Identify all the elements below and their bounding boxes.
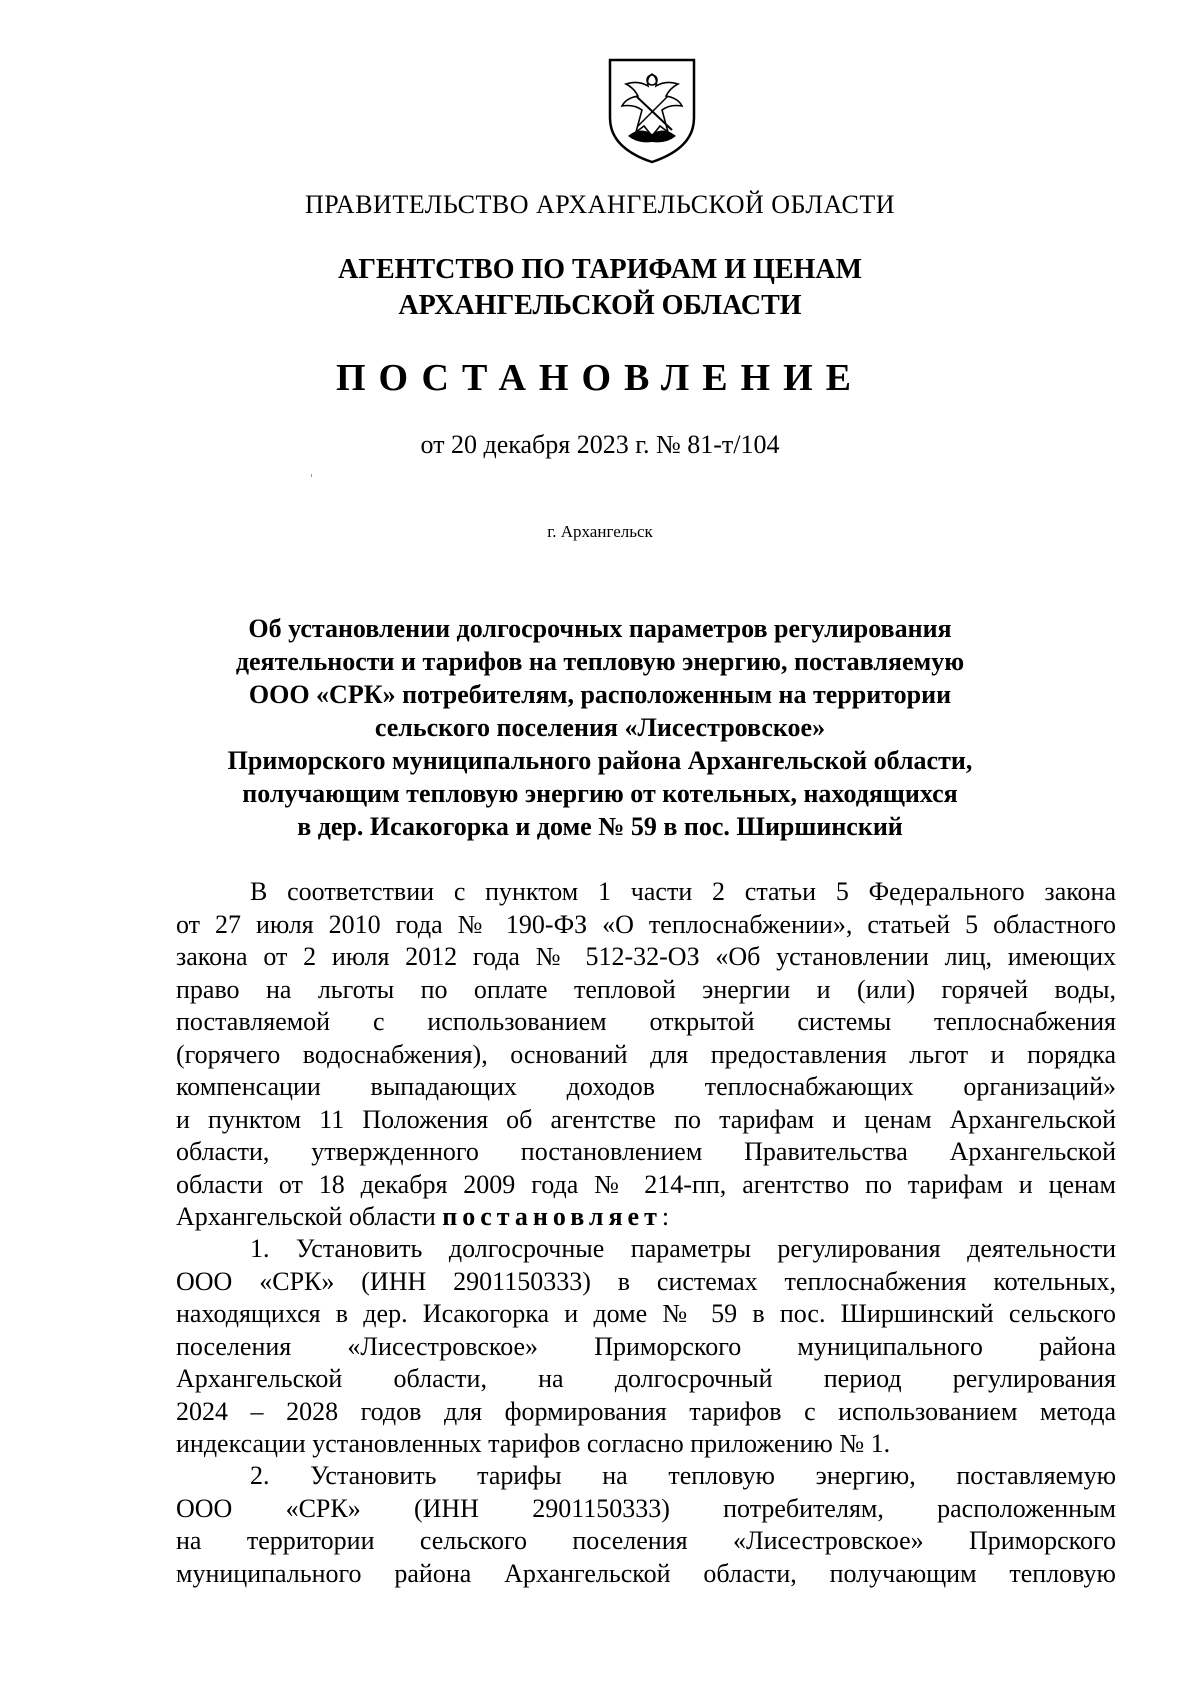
- subject-line: в дер. Исакогорка и доме № 59 в пос. Ширшинский: [297, 812, 903, 841]
- document-date-number: от 20 декабря 2023 г. № 81-т/104: [420, 430, 780, 459]
- subject-line: ООО «СРК» потребителям, расположенным на территории: [248, 680, 952, 709]
- preamble-line: и пунктом 11 Положения об агентстве по тарифам и ценам Архангельской: [176, 1104, 1116, 1134]
- document-city: г. Архангельск: [547, 522, 653, 541]
- preamble-line: поставляемой с использованием открытой системы теплоснабжения: [176, 1007, 1116, 1036]
- preamble-line: закона от 2 июля 2012 года № 512-32-ОЗ «Об установлении лиц, имеющих: [176, 942, 1116, 971]
- subject-line: Приморского муниципального района Архангельской области,: [227, 746, 973, 775]
- item-1-line: Архангельской области, на долгосрочный период регулирования: [176, 1364, 1116, 1393]
- preamble-line: право на льготы по оплате тепловой энергии и (или) горячей воды,: [176, 974, 1116, 1004]
- item-1-line: 2024 – 2028 годов для формирования тарифов с использованием метода: [176, 1396, 1116, 1426]
- item-2-line: муниципального района Архангельской области, получающим тепловую: [176, 1558, 1116, 1588]
- document-subject: [0, 612, 1200, 843]
- preamble-line: (горячего водоснабжения), оснований для предоставления льгот и порядка: [176, 1039, 1116, 1069]
- preamble-end-colon: :: [661, 1202, 670, 1231]
- item-2-line: 2. Установить тарифы на тепловую энергию, поставляемую: [250, 1461, 1116, 1490]
- preamble-end-text: Архангельской области: [176, 1202, 443, 1231]
- subject-line: Об установлении долгосрочных параметров регулирования: [248, 614, 952, 643]
- subject-line: получающим тепловую энергию от котельных, находящихся: [242, 779, 958, 808]
- item-2-line: ООО «СРК» (ИНН 2901150333) потребителям, расположенным: [176, 1493, 1116, 1523]
- subject-line: сельского поселения «Лисестровское»: [374, 713, 826, 742]
- item-1-paragraph: [176, 1233, 1116, 1461]
- item-1-line: индексации установленных тарифов согласно приложению № 1.: [176, 1429, 891, 1458]
- preamble-line-final: [176, 1201, 1116, 1234]
- item-2-paragraph: [176, 1460, 1116, 1590]
- subject-line: деятельности и тарифов на тепловую энергию, поставляемую: [235, 647, 965, 676]
- item-1-line: поселения «Лисестровское» Приморского муниципального района: [176, 1331, 1116, 1361]
- item-1-line: ООО «СРК» (ИНН 2901150333) в системах теплоснабжения котельных,: [176, 1266, 1116, 1296]
- government-title: ПРАВИТЕЛЬСТВО АРХАНГЕЛЬСКОЙ ОБЛАСТИ: [305, 190, 895, 219]
- preamble-paragraph: [176, 876, 1116, 1234]
- preamble-line: от 27 июля 2010 года № 190-ФЗ «О теплоснабжении», статьей 5 областного: [176, 909, 1116, 939]
- agency-title-line2: АРХАНГЕЛЬСКОЙ ОБЛАСТИ: [398, 290, 802, 321]
- preamble-line: области, утвержденного постановлением Правительства Архангельской: [176, 1137, 1116, 1166]
- preamble-line: компенсации выпадающих доходов теплоснабжающих организаций»: [176, 1072, 1116, 1101]
- item-1-line: 1. Установить долгосрочные параметры регулирования деятельности: [250, 1234, 1116, 1263]
- scan-speck: [311, 474, 312, 477]
- agency-title: [0, 252, 1200, 324]
- coat-of-arms-arkhangelsk-icon: [602, 56, 702, 166]
- preamble-line: области от 18 декабря 2009 года № 214-пп, агентство по тарифам и ценам: [176, 1169, 1116, 1199]
- item-2-line: на территории сельского поселения «Лисестровское» Приморского: [176, 1526, 1116, 1555]
- item-1-line: находящихся в дер. Исакогорка и доме № 59 в пос. Ширшинский сельского: [176, 1299, 1116, 1328]
- agency-title-line1: АГЕНТСТВО ПО ТАРИФАМ И ЦЕНАМ: [337, 254, 863, 285]
- document-type-title: ПОСТАНОВЛЕНИЕ: [335, 357, 865, 399]
- decree-keyword: постановляет: [442, 1202, 662, 1231]
- preamble-line: В соответствии с пунктом 1 части 2 статьи 5 Федерального закона: [250, 877, 1116, 906]
